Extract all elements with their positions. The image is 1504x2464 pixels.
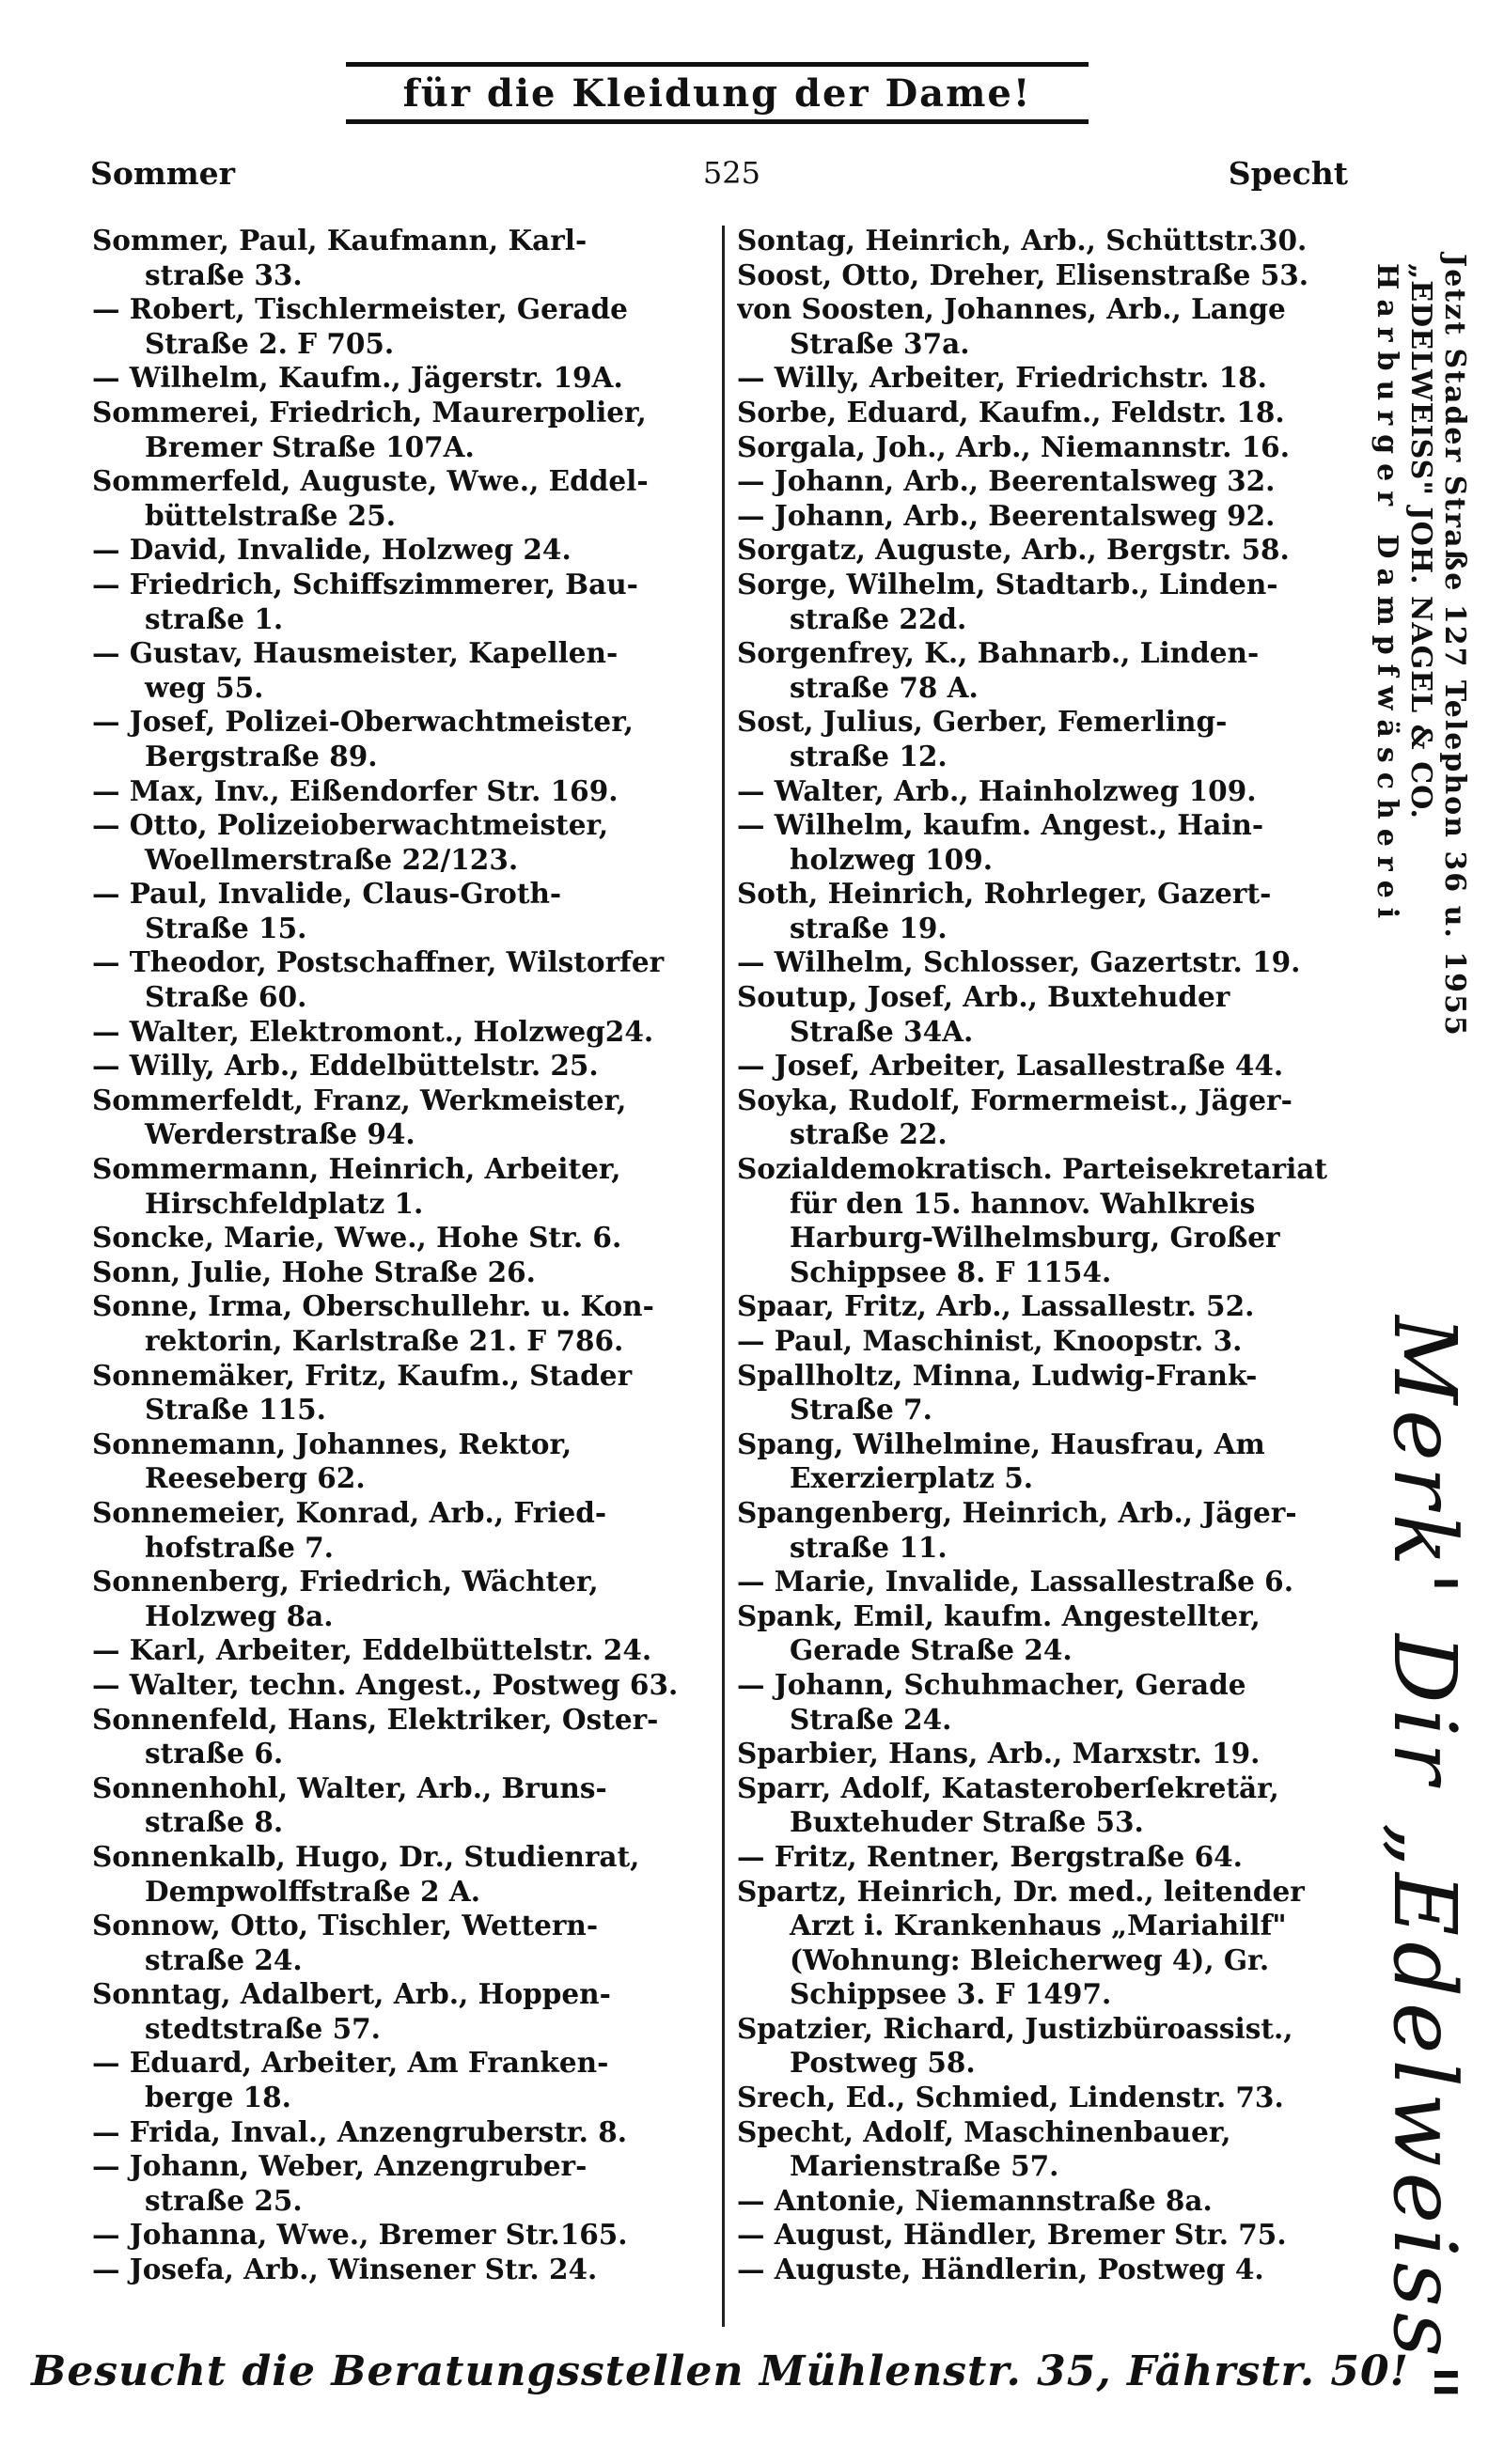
directory-entry-line: Postweg 58.: [790, 2046, 976, 2080]
directory-entry-line: — Josef, Arbeiter, Lasallestraße 44.: [737, 1049, 1284, 1083]
directory-entry-line: Straße 34A.: [790, 1014, 974, 1048]
directory-entry-line: Sonnenkalb, Hugo, Dr., Studienrat,: [92, 1839, 640, 1873]
directory-entry-line: Werderstraße 94.: [145, 1117, 415, 1151]
directory-entry-line: stedtstraße 57.: [145, 2011, 381, 2045]
directory-entry-line: Sparbier, Hans, Arb., Marxstr. 19.: [737, 1737, 1261, 1770]
directory-entry-line: — Josefa, Arb., Winsener Str. 24.: [92, 2253, 598, 2286]
directory-entry-line: Soth, Heinrich, Rohrleger, Gazert-: [737, 877, 1272, 911]
directory-entry-line: — Wilhelm, Schlosser, Gazertstr. 19.: [737, 945, 1301, 979]
directory-entry-line: straße 78 A.: [790, 670, 979, 704]
directory-entry-line: straße 19.: [790, 911, 948, 944]
directory-entry-line: Sonnenhohl, Walter, Arb., Bruns-: [92, 1770, 607, 1804]
directory-entry-line: Sonne, Irma, Oberschullehr. u. Kon-: [92, 1289, 654, 1323]
directory-entry-line: Soost, Otto, Dreher, Elisenstraße 53.: [737, 257, 1309, 291]
directory-entry-line: — Walter, Arb., Hainholzweg 109.: [737, 773, 1257, 807]
directory-entry-line: — Friedrich, Schiffszimmerer, Bau-: [92, 567, 638, 600]
directory-entry-line: Sommerei, Friedrich, Maurerpolier,: [92, 395, 647, 429]
directory-entry-line: Straße 2. F 705.: [145, 326, 395, 360]
directory-entry-line: Spang, Wilhelmine, Hausfrau, Am: [737, 1427, 1265, 1460]
directory-entry-line: Buxtehuder Straße 53.: [790, 1805, 1144, 1839]
directory-entry-line: für den 15. hannov. Wahlkreis: [790, 1186, 1256, 1220]
directory-entry-line: Spatzier, Richard, Justizbüroassist.,: [737, 2011, 1293, 2045]
directory-entry-line: Spartz, Heinrich, Dr. med., leitender: [737, 1874, 1305, 1908]
directory-entry-line: Sorgala, Joh., Arb., Niemannstr. 16.: [737, 429, 1290, 463]
directory-entry-line: Bergstraße 89.: [145, 739, 378, 772]
directory-entry-line: — Johann, Weber, Anzengruber-: [92, 2149, 588, 2183]
directory-entry-line: Sorge, Wilhelm, Stadtarb., Linden-: [737, 567, 1278, 600]
directory-entry-line: — Max, Inv., Eißendorfer Str. 169.: [92, 773, 619, 807]
directory-entry-line: Sonnenberg, Friedrich, Wächter,: [92, 1565, 599, 1598]
directory-entry-line: straße 25.: [145, 2183, 303, 2217]
directory-entry-line: Sommermann, Heinrich, Arbeiter,: [92, 1152, 621, 1186]
directory-entry-line: — Willy, Arb., Eddelbüttelstr. 25.: [92, 1049, 599, 1083]
page-number: 525: [702, 155, 760, 191]
directory-entry-line: Sorgenfrey, K., Bahnarb., Linden-: [737, 636, 1260, 670]
top-advertisement: für die Kleidung der Dame!: [346, 62, 1089, 124]
directory-entry-line: — Marie, Invalide, Lassallestraße 6.: [737, 1565, 1293, 1598]
directory-entry-line: — David, Invalide, Holzweg 24.: [92, 533, 572, 567]
directory-entry-line: Specht, Adolf, Maschinenbauer,: [737, 2114, 1231, 2148]
directory-entry-line: Spallholtz, Minna, Ludwig-Frank-: [737, 1358, 1258, 1392]
directory-entry-line: straße 24.: [145, 1942, 303, 1976]
directory-entry-line: Schippsee 8. F 1154.: [790, 1255, 1112, 1288]
directory-entry-line: Sparr, Adolf, Katasteroberſekretär,: [737, 1770, 1279, 1804]
directory-entry-line: — Willy, Arbeiter, Friedrichstr. 18.: [737, 361, 1267, 395]
directory-entry-line: — Fritz, Rentner, Bergstraße 64.: [737, 1839, 1243, 1873]
directory-entry-line: straße 22.: [790, 1117, 948, 1151]
directory-entry-line: Holzweg 8a.: [145, 1598, 334, 1632]
page-header: [90, 148, 1348, 197]
directory-entry-line: Sonnemann, Johannes, Rektor,: [92, 1427, 572, 1460]
directory-entry-line: Sommerfeld, Auguste, Wwe., Eddel-: [92, 464, 649, 498]
directory-entry-line: — August, Händler, Bremer Str. 75.: [737, 2218, 1287, 2252]
directory-entry-line: Arzt i. Krankenhaus „Mariahilf": [790, 1909, 1287, 1942]
directory-entry-line: hofstraße 7.: [145, 1530, 334, 1564]
column-divider: [722, 226, 725, 2327]
side-advertisement: [1371, 254, 1493, 2409]
directory-entry-line: Straße 7.: [790, 1393, 932, 1427]
side-ad-company: Harburger Dampfwäscherei: [1371, 263, 1403, 928]
directory-entry-line: — Antonie, Niemannstraße 8a.: [737, 2183, 1213, 2217]
directory-entry-line: — Otto, Polizeioberwachtmeister,: [92, 808, 609, 842]
directory-entry-line: holzweg 109.: [790, 842, 993, 876]
directory-entry-line: Sonn, Julie, Hohe Straße 26.: [92, 1255, 536, 1288]
directory-entry-line: berge 18.: [145, 2081, 291, 2114]
directory-entry-line: Marienstraße 57.: [790, 2149, 1059, 2183]
directory-entry-line: weg 55.: [145, 670, 264, 704]
directory-entry-line: Sonnemäker, Fritz, Kaufm., Stader: [92, 1358, 633, 1392]
directory-entry-line: — Johann, Schuhmacher, Gerade: [737, 1667, 1246, 1701]
right-column: [737, 224, 1354, 2329]
directory-entry-line: Sommer, Paul, Kaufmann, Karl-: [92, 224, 588, 257]
directory-entry-line: — Eduard, Arbeiter, Am Franken-: [92, 2046, 609, 2080]
directory-entry-line: Exerzierplatz 5.: [790, 1461, 1034, 1495]
side-ad-slogan: Merk' Dir „Edelweiss": [1374, 1316, 1475, 2409]
directory-entry-line: Dempwolffstraße 2 A.: [145, 1874, 480, 1908]
directory-entry-line: Srech, Ed., Schmied, Lindenstr. 73.: [737, 2081, 1284, 2114]
directory-entry-line: Hirschfeldplatz 1.: [145, 1186, 424, 1220]
directory-entry-line: Straße 15.: [145, 911, 307, 944]
directory-entry-line: — Gustav, Hausmeister, Kapellen-: [92, 636, 619, 670]
directory-entry-line: Straße 115.: [145, 1393, 326, 1427]
directory-entry-line: — Frida, Inval., Anzengruberstr. 8.: [92, 2114, 628, 2148]
directory-entry-line: Sozialdemokratisch. Parteisekretariat: [737, 1152, 1328, 1186]
directory-entry-line: Spank, Emil, kaufm. Angestellter,: [737, 1598, 1261, 1632]
directory-entry-line: Sontag, Heinrich, Arb., Schüttstr.30.: [737, 224, 1308, 257]
directory-entry-line: — Auguste, Händlerin, Postweg 4.: [737, 2253, 1264, 2286]
directory-entry-line: Soyka, Rudolf, Formermeist., Jäger-: [737, 1083, 1292, 1116]
header-right-keyword: Specht: [1228, 154, 1348, 192]
side-ad-address: Jetzt Stader Straße 127 Telephon 36 u. 1955: [1438, 254, 1471, 1037]
directory-entry-line: büttelstraße 25.: [145, 498, 396, 532]
directory-entry-line: — Walter, techn. Angest., Postweg 63.: [92, 1667, 679, 1701]
directory-entry-line: — Wilhelm, kaufm. Angest., Hain-: [737, 808, 1264, 842]
directory-entry-line: — Robert, Tischlermeister, Gerade: [92, 292, 628, 326]
directory-entry-line: — Johann, Arb., Beerentalsweg 32.: [737, 464, 1276, 498]
directory-entry-line: Sonnenfeld, Hans, Elektriker, Oster-: [92, 1702, 659, 1736]
directory-entry-line: Gerade Straße 24.: [790, 1633, 1073, 1667]
directory-entry-line: Sorgatz, Auguste, Arb., Bergstr. 58.: [737, 533, 1290, 567]
directory-entry-line: — Paul, Maschinist, Knoopstr. 3.: [737, 1324, 1243, 1357]
directory-entry-line: Soncke, Marie, Wwe., Hohe Str. 6.: [92, 1221, 622, 1255]
header-left-keyword: Sommer: [90, 154, 236, 192]
directory-entry-line: straße 6.: [145, 1737, 284, 1770]
directory-entry-line: straße 33.: [145, 257, 303, 291]
directory-entry-line: straße 12.: [790, 739, 948, 772]
directory-entry-line: rektorin, Karlstraße 21. F 786.: [145, 1324, 624, 1357]
directory-entry-line: straße 11.: [790, 1530, 948, 1564]
directory-entry-line: Sost, Julius, Gerber, Femerling-: [737, 705, 1228, 739]
directory-entry-line: — Walter, Elektromont., Holzweg24.: [92, 1014, 654, 1048]
directory-entry-line: straße 1.: [145, 601, 284, 635]
directory-entry-line: — Karl, Arbeiter, Eddelbüttelstr. 24.: [92, 1633, 652, 1667]
directory-entry-line: — Josef, Polizei-Oberwachtmeister,: [92, 705, 634, 739]
directory-entry-line: Straße 37a.: [790, 326, 970, 360]
directory-entry-line: von Soosten, Johannes, Arb., Lange: [737, 292, 1286, 326]
directory-entry-line: — Wilhelm, Kaufm., Jägerstr. 19A.: [92, 361, 623, 395]
directory-entry-line: Sommerfeldt, Franz, Werkmeister,: [92, 1083, 627, 1116]
directory-entry-line: — Paul, Invalide, Claus-Groth-: [92, 877, 562, 911]
directory-entry-line: Soutup, Josef, Arb., Buxtehuder: [737, 980, 1230, 1014]
directory-entry-line: Reeseberg 62.: [145, 1461, 366, 1495]
directory-entry-line: Schippsee 3. F 1497.: [790, 1977, 1112, 2011]
directory-entry-line: Sonnemeier, Konrad, Arb., Fried-: [92, 1495, 607, 1529]
directory-entry-line: Harburg-Wilhelmsburg, Großer: [790, 1221, 1280, 1255]
directory-entry-line: Woellmerstraße 22/123.: [145, 842, 519, 876]
directory-entry-line: Sonnow, Otto, Tischler, Wettern-: [92, 1909, 599, 1942]
directory-entry-line: Sonntag, Adalbert, Arb., Hoppen-: [92, 1977, 611, 2011]
directory-entry-line: Sorbe, Eduard, Kaufm., Feldstr. 18.: [737, 395, 1285, 429]
directory-entry-line: Straße 60.: [145, 980, 307, 1014]
left-column: [92, 224, 716, 2329]
bottom-advertisement: Besucht die Beratungsstellen Mühlenstr. 35, Fährstr. 50!: [31, 2347, 1409, 2395]
directory-entry-line: Spaar, Fritz, Arb., Lassallestr. 52.: [737, 1289, 1255, 1323]
directory-entry-line: Bremer Straße 107A.: [145, 429, 475, 463]
directory-entry-line: — Johanna, Wwe., Bremer Str.165.: [92, 2218, 628, 2252]
directory-entry-line: (Wohnung: Bleicherweg 4), Gr.: [790, 1942, 1270, 1976]
directory-entry-line: Straße 24.: [790, 1702, 952, 1736]
directory-entry-line: — Johann, Arb., Beerentalsweg 92.: [737, 498, 1276, 532]
directory-entry-line: — Theodor, Postschaffner, Wilstorfer: [92, 945, 665, 979]
side-ad-brand: „EDELWEISS" JOH. NAGEL & CO.: [1404, 263, 1437, 819]
directory-entry-line: Spangenberg, Heinrich, Arb., Jäger-: [737, 1495, 1297, 1529]
directory-entry-line: straße 8.: [145, 1805, 284, 1839]
directory-entry-line: straße 22d.: [790, 601, 967, 635]
